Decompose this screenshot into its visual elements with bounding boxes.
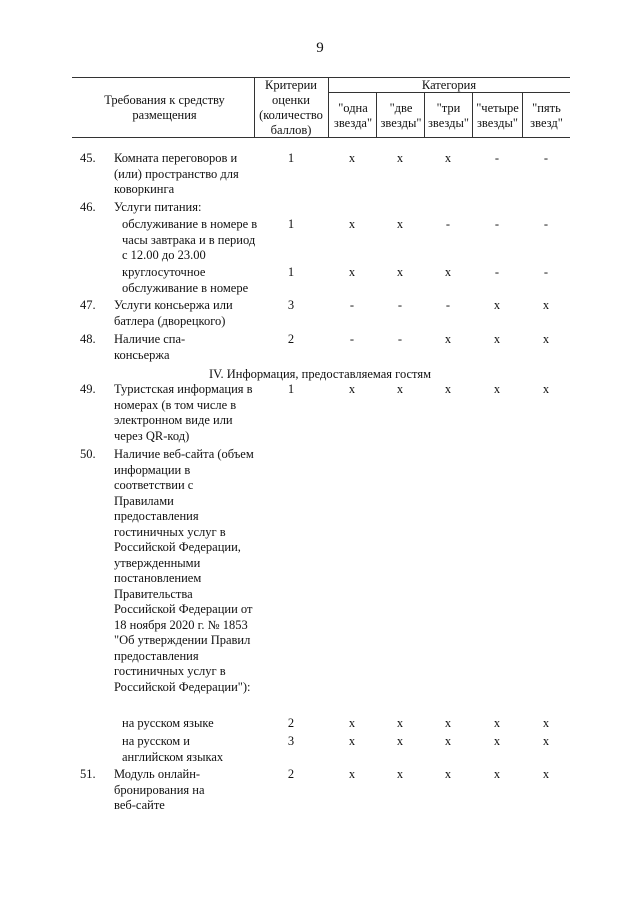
table-row (0, 217, 640, 265)
mark-star-5: x (542, 716, 550, 730)
mark-star-3: x (444, 734, 452, 748)
row-requirement: на русском языке (122, 716, 214, 730)
mark-star-2: - (397, 332, 403, 346)
row-requirement: на русском и английском языках (122, 734, 224, 764)
mark-star-3: x (444, 332, 452, 346)
mark-star-3: x (444, 151, 452, 165)
row-requirement: круглосуточное обслуживание в номере (122, 265, 249, 295)
row-requirement: Наличие веб-сайта (объем информации в соответствии с Правилами предоставления гостиничных услуг в Российской Федерации, утвержденными постановлением Правительства Российской Федерации от 18 ноября 2020 г. № 1853 "Об утверждении Правил предоставления гостиничных услуг в Российской Федерации"): (114, 447, 254, 694)
mark-star-1: x (348, 265, 356, 279)
row-points: 1 (287, 217, 295, 231)
row-points: 1 (287, 151, 295, 165)
mark-star-5: x (542, 332, 550, 346)
mark-star-4: x (493, 734, 501, 748)
row-number: 46. (80, 200, 96, 214)
table-row (0, 332, 640, 364)
mark-star-5: - (543, 265, 549, 279)
table-row (0, 447, 640, 712)
mark-star-3: x (444, 382, 452, 396)
row-points: 1 (287, 382, 295, 396)
row-number: 51. (80, 767, 96, 781)
mark-star-4: x (493, 716, 501, 730)
mark-star-1: x (348, 217, 356, 231)
header-star-3: "три звезды" (427, 101, 470, 130)
mark-star-5: x (542, 382, 550, 396)
row-number: 47. (80, 298, 96, 312)
row-requirement: Услуги питания: (114, 200, 202, 214)
row-number: 48. (80, 332, 96, 346)
row-number: 45. (80, 151, 96, 165)
table-row (0, 734, 640, 766)
row-points: 1 (287, 265, 295, 279)
mark-star-4: x (493, 382, 501, 396)
mark-star-4: - (494, 151, 500, 165)
header-star-5: "пять звезд" (530, 101, 563, 130)
section-title: IV. Информация, предоставляемая гостям (208, 367, 432, 381)
mark-star-3: - (445, 217, 451, 231)
mark-star-4: x (493, 767, 501, 781)
table-row (0, 716, 640, 732)
mark-star-2: x (396, 716, 404, 730)
mark-star-4: x (493, 332, 501, 346)
mark-star-3: - (445, 298, 451, 312)
row-requirement: Наличие спа-консьержа (114, 332, 186, 362)
mark-star-5: - (543, 151, 549, 165)
mark-star-5: - (543, 217, 549, 231)
row-points: 2 (287, 716, 295, 730)
row-number: 50. (80, 447, 96, 461)
header-star-1: "одна звезда" (333, 101, 373, 130)
mark-star-3: x (444, 265, 452, 279)
mark-star-2: x (396, 767, 404, 781)
mark-star-1: - (349, 332, 355, 346)
row-number: 49. (80, 382, 96, 396)
mark-star-1: - (349, 298, 355, 312)
row-requirement: Услуги консьержа или батлера (дворецкого) (114, 298, 233, 328)
mark-star-4: - (494, 217, 500, 231)
mark-star-2: x (396, 265, 404, 279)
mark-star-2: x (396, 151, 404, 165)
header-requirements: Требования к средству размещения (104, 93, 225, 122)
table-row (0, 200, 640, 216)
mark-star-1: x (348, 734, 356, 748)
row-points: 2 (287, 332, 295, 346)
table-row (0, 265, 640, 297)
table-row (0, 298, 640, 330)
table-row (0, 382, 640, 446)
mark-star-2: x (396, 382, 404, 396)
mark-star-1: x (348, 767, 356, 781)
header-criteria: Критерии оценки (количество баллов) (259, 78, 323, 137)
mark-star-2: x (396, 217, 404, 231)
mark-star-2: - (397, 298, 403, 312)
header-category: Категория (421, 78, 477, 92)
mark-star-1: x (348, 382, 356, 396)
mark-star-4: - (494, 265, 500, 279)
mark-star-1: x (348, 151, 356, 165)
mark-star-5: x (542, 734, 550, 748)
mark-star-3: x (444, 716, 452, 730)
row-requirement: Комната переговоров и (или) пространство для коворкинга (114, 151, 239, 196)
mark-star-5: x (542, 298, 550, 312)
row-requirement: Модуль онлайн-бронирования на веб-сайте (114, 767, 205, 812)
row-points: 3 (287, 734, 295, 748)
table-row (0, 767, 640, 815)
row-points: 2 (287, 767, 295, 781)
mark-star-1: x (348, 716, 356, 730)
table-row (0, 151, 640, 199)
row-points: 3 (287, 298, 295, 312)
row-requirement: Туристская информация в номерах (в том числе в электронном виде или через QR-код) (114, 382, 253, 443)
page-number: 9 (316, 40, 324, 56)
header-star-2: "две звезды" (380, 101, 422, 130)
row-requirement: обслуживание в номере в часы завтрака и в период с 12.00 до 23.00 (122, 217, 258, 262)
mark-star-3: x (444, 767, 452, 781)
header-divider-3 (376, 92, 377, 137)
mark-star-4: x (493, 298, 501, 312)
header-star-4: "четыре звезды" (476, 101, 519, 130)
mark-star-2: x (396, 734, 404, 748)
mark-star-5: x (542, 767, 550, 781)
